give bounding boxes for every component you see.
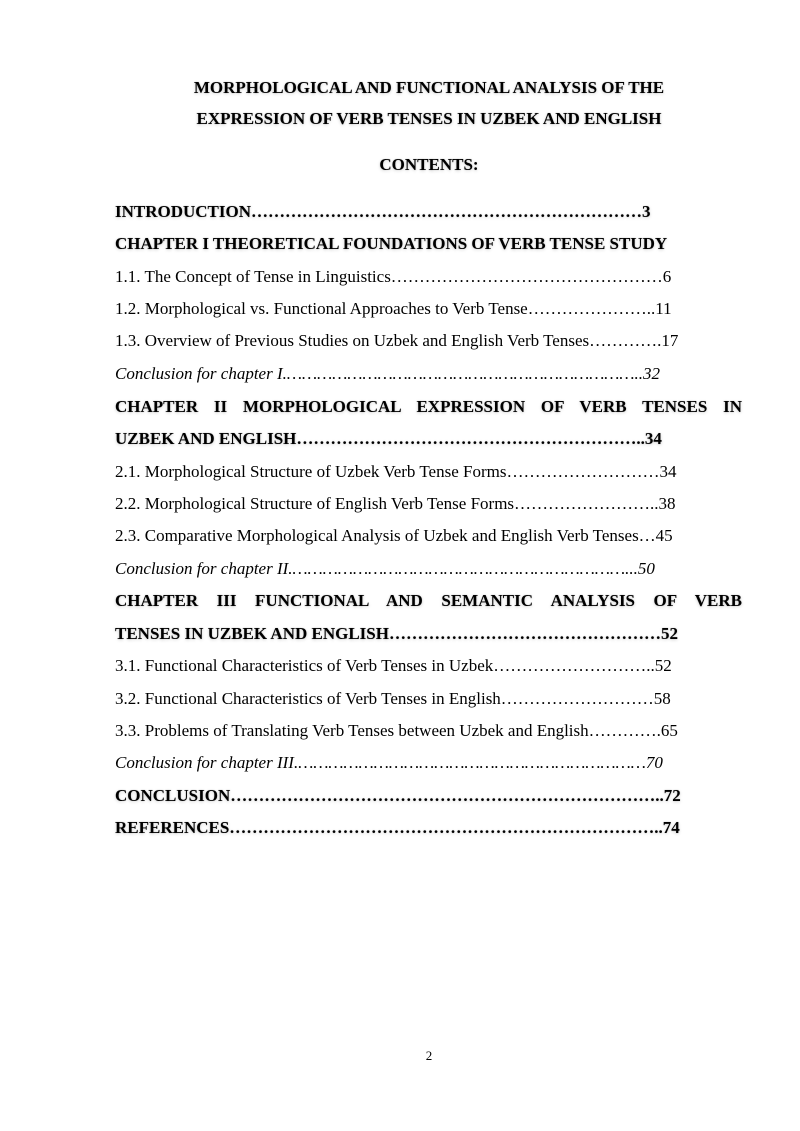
toc-entry-chapter-3: CHAPTER III FUNCTIONAL AND SEMANTIC ANALYSIS OF VERB (115, 591, 742, 610)
toc-entry-2-3: 2.3. Comparative Morphological Analysis of Uzbek and English Verb Tenses…45 (115, 526, 673, 545)
toc-entry-introduction: INTRODUCTION……………………………………………………………3 (115, 202, 651, 221)
toc-entry-1-3: 1.3. Overview of Previous Studies on Uzbek and English Verb Tenses………….17 (115, 331, 679, 350)
page-number: 2 (425, 1048, 433, 1063)
toc-entry-chapter-3-continued: TENSES IN UZBEK AND ENGLISH…………………………………………52 (115, 624, 678, 643)
toc-entry-conclusion: CONCLUSION…………………………………………………………………..72 (115, 786, 681, 805)
toc-entry-conclusion-1: Conclusion for chapter I.……………………………………………………………..32 (115, 364, 661, 383)
toc-entry-chapter-2-continued: UZBEK AND ENGLISH……………………………………………………..34 (115, 429, 662, 448)
toc-entry-references: REFERENCES…………………………………………………………………..74 (115, 818, 680, 837)
toc-entry-chapter-2: CHAPTER II MORPHOLOGICAL EXPRESSION OF VERB TENSES IN (115, 397, 742, 416)
contents-heading: CONTENTS: (379, 155, 479, 174)
toc-entry-1-2: 1.2. Morphological vs. Functional Approaches to Verb Tense…………………..11 (115, 299, 672, 318)
toc-entry-3-2: 3.2. Functional Characteristics of Verb Tenses in English………………………58 (115, 689, 671, 708)
document-title-line-1: MORPHOLOGICAL AND FUNCTIONAL ANALYSIS OF THE (193, 78, 665, 97)
toc-entry-conclusion-2: Conclusion for chapter II.…………………………………………………………...50 (115, 559, 655, 578)
toc-entry-chapter-1: CHAPTER I THEORETICAL FOUNDATIONS OF VERB TENSE STUDY (115, 234, 668, 253)
toc-entry-3-3: 3.3. Problems of Translating Verb Tenses between Uzbek and English………….65 (115, 721, 678, 740)
toc-entry-1-1: 1.1. The Concept of Tense in Linguistics…………………………………………6 (115, 267, 672, 286)
toc-entry-2-2: 2.2. Morphological Structure of English Verb Tense Forms……………………..38 (115, 494, 676, 513)
document-title-line-2: EXPRESSION OF VERB TENSES IN UZBEK AND ENGLISH (196, 109, 662, 128)
toc-entry-3-1: 3.1. Functional Characteristics of Verb Tenses in Uzbek………………………..52 (115, 656, 672, 675)
toc-entry-2-1: 2.1. Morphological Structure of Uzbek Verb Tense Forms………………………34 (115, 462, 677, 481)
toc-entry-conclusion-3: Conclusion for chapter III.……………………………………………………………70 (115, 753, 663, 772)
